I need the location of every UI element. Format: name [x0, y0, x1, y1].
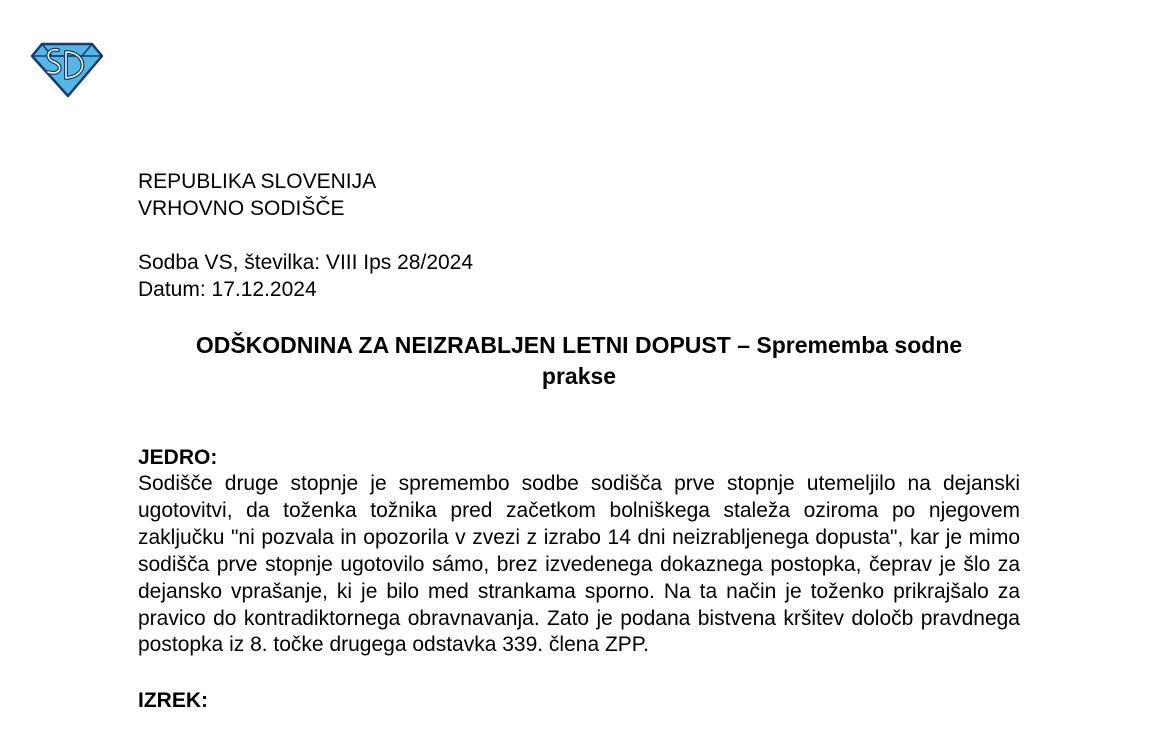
document-body — [138, 168, 1020, 714]
court-shield-logo — [30, 40, 104, 98]
document-title: ODŠKODNINA ZA NEIZRABLJEN LETNI DOPUST – Sprememba sodne prakse — [195, 332, 963, 389]
jedro-text: Sodišče druge stopnje je spremembo sodbe sodišča prve stopnje utemeljilo na dejanski ugotovitvi, da toženka tožnika pred začetkom bolniškega staleža oziroma po njegovem zaključku "ni pozvala in opozorila v zvezi z izrabo 14 dni neizrabljenega dopusta", kar je mimo sodišča prve stopnje ugotovilo sámo, brez izvedenega dokaznega postopka, čeprav je šlo za dejansko vprašanje, ki je bilo med strankama sporno. Na ta način je toženko prikrajšalo za pravico do kontradiktornega obravnavanja. Zato je podana bistvena kršitev določb pravdnega postopka iz 8. točke drugega odstavka 339. člena ZPP. — [138, 472, 1020, 657]
jedro-heading: JEDRO: — [138, 446, 218, 469]
decision-date: Datum: 17.12.2024 — [138, 278, 317, 301]
header-republic: REPUBLIKA SLOVENIJA — [138, 170, 377, 193]
court-shield-icon — [30, 40, 104, 98]
header-court: VRHOVNO SODIŠČE — [138, 197, 345, 220]
izrek-heading: IZREK: — [138, 689, 208, 713]
case-number: Sodba VS, številka: VIII Ips 28/2024 — [138, 251, 474, 274]
